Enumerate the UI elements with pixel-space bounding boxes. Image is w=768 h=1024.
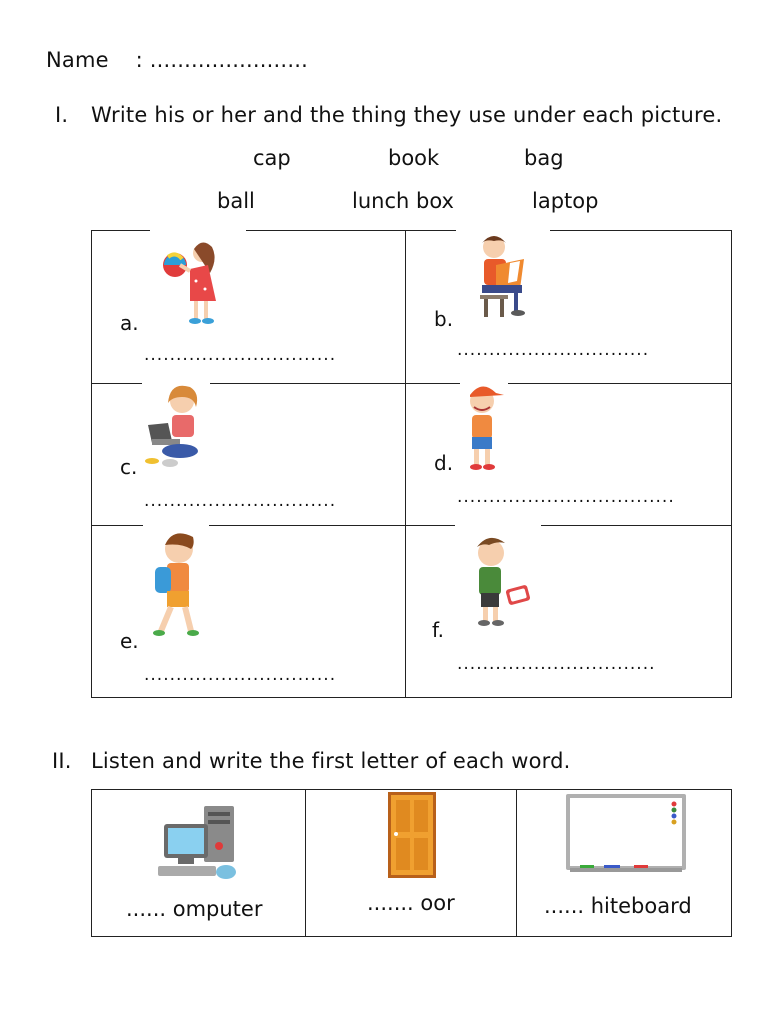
item-letter: e. bbox=[120, 629, 139, 653]
item-letter: b. bbox=[434, 307, 454, 331]
answer-blank[interactable]: .............................. bbox=[144, 665, 337, 685]
section2-instruction: Listen and write the first letter of each word. bbox=[91, 749, 571, 773]
word-bank-item: lunch box bbox=[352, 189, 454, 213]
word-bank-item: laptop bbox=[532, 189, 599, 213]
name-line bbox=[46, 48, 308, 72]
word-caption[interactable]: ....... oor bbox=[367, 891, 455, 915]
answer-blank[interactable]: .............................. bbox=[457, 340, 650, 360]
item-letter: f. bbox=[432, 618, 444, 642]
name-blank[interactable]: : ....................... bbox=[135, 48, 308, 72]
boy-with-cap-icon bbox=[460, 381, 508, 475]
section2-number: II. bbox=[52, 749, 72, 773]
answer-blank[interactable]: .............................. bbox=[144, 491, 337, 511]
answer-blank[interactable]: ............................... bbox=[457, 654, 656, 674]
item-letter: d. bbox=[434, 451, 454, 475]
answer-blank[interactable]: .................................. bbox=[457, 487, 675, 507]
word-caption[interactable]: ...... omputer bbox=[126, 897, 263, 921]
boy-reading-book-icon bbox=[456, 229, 550, 325]
item-letter: c. bbox=[120, 455, 138, 479]
name-label: Name bbox=[46, 48, 109, 72]
computer-icon bbox=[156, 802, 242, 882]
boy-with-lunch-box-icon bbox=[455, 523, 541, 635]
section2-table bbox=[91, 789, 732, 937]
section1-table bbox=[91, 230, 732, 698]
boy-with-bag-icon bbox=[143, 523, 209, 645]
answer-blank[interactable]: .............................. bbox=[144, 345, 337, 365]
item-letter: a. bbox=[120, 311, 139, 335]
girl-with-ball-icon bbox=[150, 229, 246, 327]
word-caption[interactable]: ...... hiteboard bbox=[544, 894, 692, 918]
word-bank-item: ball bbox=[217, 189, 255, 213]
word-bank-item: bag bbox=[524, 146, 564, 170]
door-icon bbox=[386, 790, 438, 880]
word-bank-item: cap bbox=[253, 146, 291, 170]
girl-with-laptop-icon bbox=[142, 381, 210, 473]
section1-instruction: Write his or her and the thing they use under each picture. bbox=[91, 103, 723, 127]
whiteboard-icon bbox=[564, 792, 688, 876]
section1-number: I. bbox=[55, 103, 69, 127]
word-bank-item: book bbox=[388, 146, 440, 170]
